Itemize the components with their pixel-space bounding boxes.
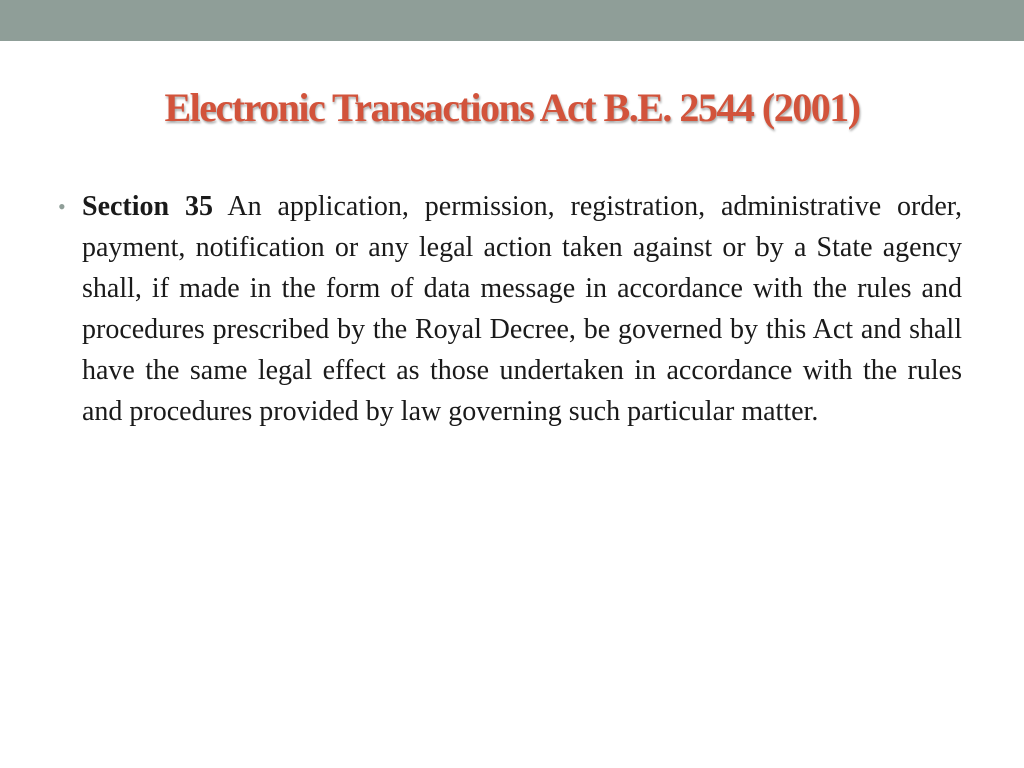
section-label: Section 35: [82, 191, 213, 222]
top-accent-bar: [0, 0, 1024, 41]
bullet-item: [58, 186, 962, 432]
slide-body: [58, 186, 962, 432]
bullet-icon: •: [58, 194, 66, 219]
section-text: An application, permission, registration, administrative order, payment, notification or any legal action taken against or by a State agency shall, if made in the form of data message in accordance with the rules and procedures prescribed by the Royal Decree, be governed by this Act and shall have the same legal effect as those undertaken in accordance with the rules and procedures provided by law governing such particular matter.: [82, 191, 962, 427]
slide-title: Electronic Transactions Act B.E. 2544 (2001): [164, 85, 860, 130]
